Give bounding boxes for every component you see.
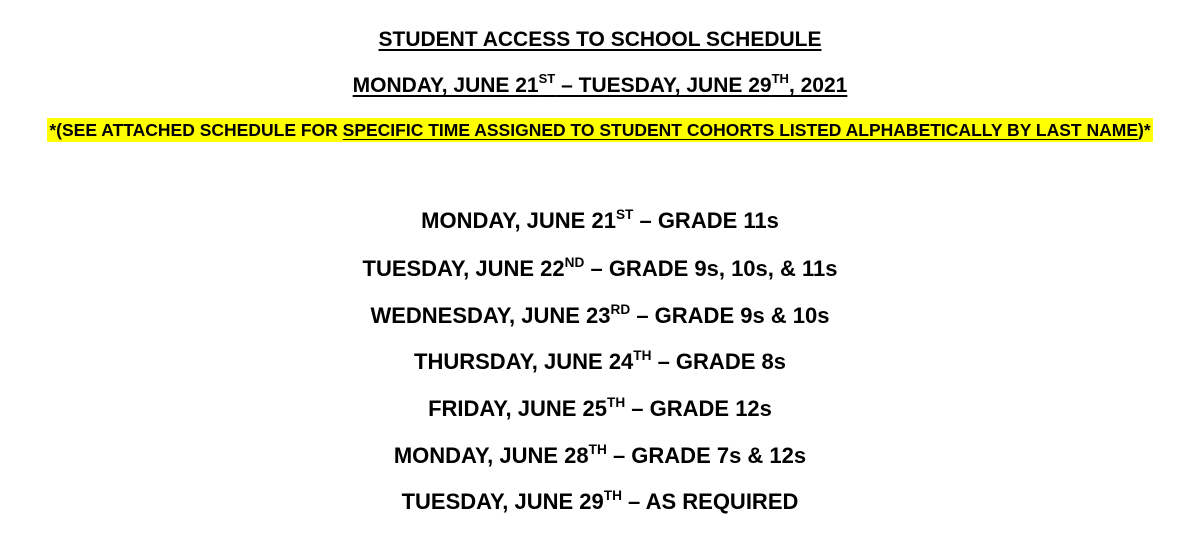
schedule-row [0, 349, 1200, 375]
schedule-detail: – GRADE 9s, 10s, & 11s [584, 256, 838, 281]
date-range-start: MONDAY, JUNE 21 [352, 74, 539, 97]
date-range-text [352, 71, 848, 97]
page-title [0, 28, 1200, 52]
schedule-day-suffix: TH [607, 394, 626, 410]
schedule-detail: – GRADE 8s [651, 349, 786, 374]
schedule-note [0, 120, 1200, 141]
schedule-day: TUESDAY, JUNE 22 [362, 256, 565, 281]
schedule-row [0, 208, 1200, 234]
date-range-year: , 2021 [788, 74, 848, 97]
note-suffix: )* [1138, 120, 1151, 140]
schedule-detail: – GRADE 11s [633, 208, 779, 233]
schedule-row [0, 489, 1200, 515]
date-range-end-suffix: TH [771, 71, 789, 86]
title-text: STUDENT ACCESS TO SCHOOL SCHEDULE [378, 28, 822, 51]
schedule-day-suffix: ND [564, 254, 585, 270]
highlighted-note [47, 118, 1152, 142]
schedule-day: WEDNESDAY, JUNE 23 [370, 303, 611, 328]
date-range-start-suffix: ST [538, 71, 556, 86]
date-range [0, 71, 1200, 98]
schedule-row [0, 256, 1200, 282]
schedule-day: THURSDAY, JUNE 24 [414, 349, 634, 374]
schedule-detail: – GRADE 9s & 10s [630, 303, 830, 328]
schedule-row [0, 396, 1200, 422]
schedule-detail: – GRADE 12s [625, 396, 772, 421]
schedule-detail: – AS REQUIRED [621, 489, 799, 514]
note-underlined: SPECIFIC TIME ASSIGNED TO STUDENT COHORTS LISTED ALPHABETICALLY BY LAST NAME [342, 120, 1138, 140]
schedule-day: TUESDAY, JUNE 29 [401, 489, 604, 514]
date-range-end: – TUESDAY, JUNE 29 [555, 74, 772, 97]
schedule-day: MONDAY, JUNE 21 [421, 208, 616, 233]
schedule-day-suffix: TH [633, 347, 652, 363]
schedule-day: FRIDAY, JUNE 25 [428, 396, 607, 421]
schedule-day-suffix: TH [603, 487, 622, 503]
schedule-detail: – GRADE 7s & 12s [606, 443, 807, 468]
schedule-row [0, 443, 1200, 469]
schedule-row [0, 303, 1200, 329]
schedule-day-suffix: RD [610, 301, 631, 317]
schedule-day-suffix: ST [615, 206, 634, 222]
schedule-day: MONDAY, JUNE 28 [393, 443, 589, 468]
schedule-day-suffix: TH [588, 441, 607, 457]
note-prefix: *(SEE ATTACHED SCHEDULE FOR [49, 120, 343, 140]
